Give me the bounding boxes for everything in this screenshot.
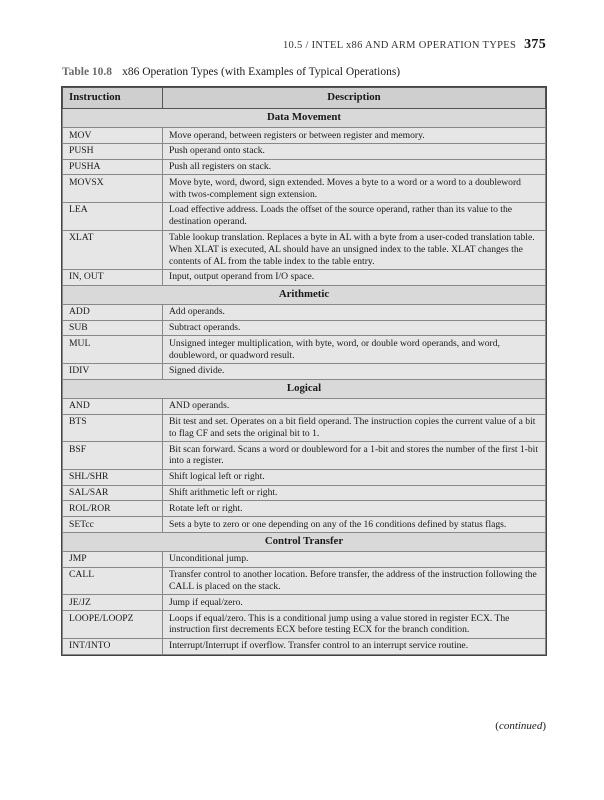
running-head <box>62 37 546 53</box>
instruction-cell: SHL/SHR <box>63 469 163 485</box>
continued-note: (continued) <box>495 720 546 732</box>
instruction-cell: ADD <box>63 304 163 320</box>
table-row <box>63 567 546 595</box>
description-cell: AND operands. <box>163 398 546 414</box>
section-title: Logical <box>63 379 546 398</box>
instruction-cell: SAL/SAR <box>63 485 163 501</box>
table-row <box>63 202 546 230</box>
instruction-cell: PUSHA <box>63 159 163 175</box>
table-row <box>63 159 546 175</box>
table-row <box>63 398 546 414</box>
operation-types-table <box>61 86 547 656</box>
section-title: Control Transfer <box>63 532 546 551</box>
description-cell: Load effective address. Loads the offset of the source operand, rather than its value to the destination operand. <box>163 202 546 230</box>
section-header-row <box>63 532 546 551</box>
description-cell: Move byte, word, dword, sign extended. Moves a byte to a word or a word to a doubleword with twos-complement sign extension. <box>163 175 546 203</box>
description-cell: Shift arithmetic left or right. <box>163 485 546 501</box>
table-row <box>63 414 546 442</box>
instruction-cell: JE/JZ <box>63 595 163 611</box>
instruction-cell: LEA <box>63 202 163 230</box>
description-cell: Interrupt/Interrupt if overflow. Transfer control to an interrupt service routine. <box>163 638 546 654</box>
table-row <box>63 551 546 567</box>
table-row <box>63 501 546 517</box>
description-cell: Bit test and set. Operates on a bit field operand. The instruction copies the current value of a bit to flag CF and sets the original bit to 1. <box>163 414 546 442</box>
description-cell: Signed divide. <box>163 363 546 379</box>
instruction-cell: SUB <box>63 320 163 336</box>
instruction-cell: BTS <box>63 414 163 442</box>
description-cell: Input, output operand from I/O space. <box>163 269 546 285</box>
instruction-cell: CALL <box>63 567 163 595</box>
table-row <box>63 638 546 654</box>
instruction-cell: LOOPE/LOOPZ <box>63 611 163 639</box>
section-header-row <box>63 109 546 128</box>
table-row <box>63 442 546 470</box>
table-row <box>63 611 546 639</box>
instruction-cell: JMP <box>63 551 163 567</box>
table-row <box>63 143 546 159</box>
section-header-row <box>63 285 546 304</box>
instruction-cell: MOV <box>63 128 163 144</box>
description-cell: Push all registers on stack. <box>163 159 546 175</box>
column-header-instruction: Instruction <box>63 88 163 109</box>
table-row <box>63 320 546 336</box>
table-label: Table 10.8 <box>62 66 113 78</box>
description-cell: Shift logical left or right. <box>163 469 546 485</box>
description-cell: Add operands. <box>163 304 546 320</box>
table-row <box>63 175 546 203</box>
description-cell: Move operand, between registers or between register and memory. <box>163 128 546 144</box>
instruction-cell: PUSH <box>63 143 163 159</box>
instruction-cell: BSF <box>63 442 163 470</box>
table-row <box>63 336 546 364</box>
table-row <box>63 485 546 501</box>
instruction-cell: ROL/ROR <box>63 501 163 517</box>
page-number: 375 <box>524 37 546 52</box>
instruction-cell: IN, OUT <box>63 269 163 285</box>
instruction-cell: XLAT <box>63 230 163 269</box>
section-title: Arithmetic <box>63 285 546 304</box>
column-header-description: Description <box>163 88 546 109</box>
instruction-cell: AND <box>63 398 163 414</box>
instruction-cell: MOVSX <box>63 175 163 203</box>
description-cell: Subtract operands. <box>163 320 546 336</box>
description-cell: Table lookup translation. Replaces a byte in AL with a byte from a user-coded translation table. When XLAT is executed, AL should have an unsigned index to the table. XLAT changes the contents of AL from the table index to the table entry. <box>163 230 546 269</box>
description-cell: Transfer control to another location. Before transfer, the address of the instruction following the CALL is placed on the stack. <box>163 567 546 595</box>
running-title: 10.5 / INTEL x86 AND ARM OPERATION TYPES <box>282 40 517 51</box>
instruction-cell: SETcc <box>63 517 163 533</box>
table-header-row <box>63 88 546 109</box>
instruction-cell: INT/INTO <box>63 638 163 654</box>
table-row <box>63 230 546 269</box>
continued-label: continued <box>498 720 543 732</box>
description-cell: Unconditional jump. <box>163 551 546 567</box>
table-row <box>63 128 546 144</box>
table-caption <box>62 66 400 78</box>
table-title: x86 Operation Types (with Examples of Typical Operations) <box>122 66 401 78</box>
table-body <box>63 109 546 655</box>
table-row <box>63 304 546 320</box>
section-title: Data Movement <box>63 109 546 128</box>
instruction-cell: MUL <box>63 336 163 364</box>
description-cell: Sets a byte to zero or one depending on any of the 16 conditions defined by status flags. <box>163 517 546 533</box>
table-row <box>63 269 546 285</box>
instruction-cell: IDIV <box>63 363 163 379</box>
description-cell: Rotate left or right. <box>163 501 546 517</box>
table-row <box>63 517 546 533</box>
table-row <box>63 595 546 611</box>
section-header-row <box>63 379 546 398</box>
description-cell: Push operand onto stack. <box>163 143 546 159</box>
table-row <box>63 469 546 485</box>
table-row <box>63 363 546 379</box>
description-cell: Loops if equal/zero. This is a conditional jump using a value stored in register ECX. The instruction first decrements ECX before testing ECX for the branch condition. <box>163 611 546 639</box>
description-cell: Bit scan forward. Scans a word or doubleword for a 1-bit and stores the number of the first 1-bit into a register. <box>163 442 546 470</box>
description-cell: Unsigned integer multiplication, with byte, word, or double word operands, and word, doubleword, or quadword result. <box>163 336 546 364</box>
description-cell: Jump if equal/zero. <box>163 595 546 611</box>
